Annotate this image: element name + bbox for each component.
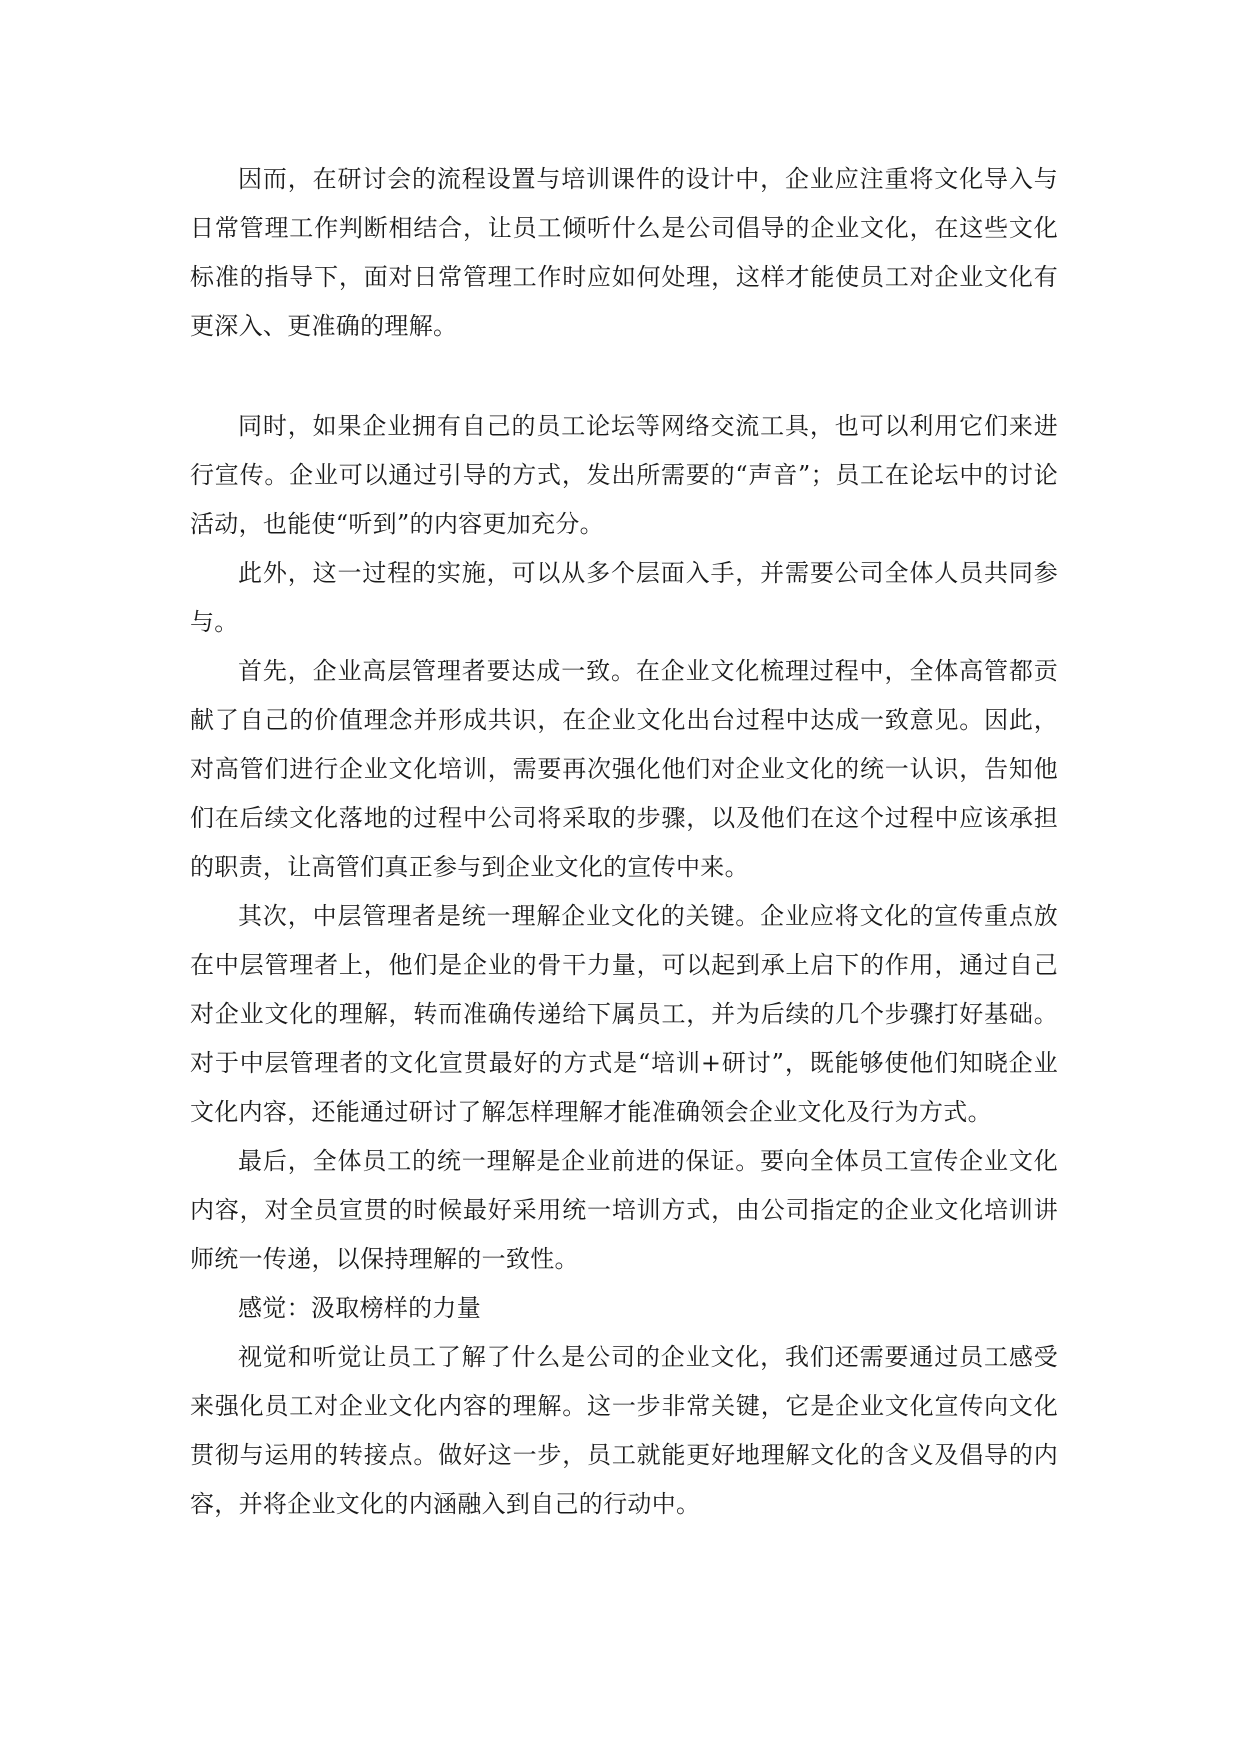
paragraph-all-employees: 最后，全体员工的统一理解是企业前进的保证。要向全体员工宣传企业文化内容，对全员宣贯的时候最好采用统一培训方式，由公司指定的企业文化培训讲师统一传递，以保持理解的一致性。 bbox=[190, 1147, 1058, 1273]
document-body bbox=[190, 155, 1058, 1529]
paragraph-spacer bbox=[190, 351, 1058, 402]
paragraph-senior-management: 首先，企业高层管理者要达成一致。在企业文化梳理过程中，全体高管都贡献了自己的价值理念并形成共识，在企业文化出台过程中达成一致意见。因此，对高管们进行企业文化培训，需要再次强化他们对企业文化的统一认识，告知他们在后续文化落地的过程中公司将采取的步骤，以及他们在这个过程中应该承担的职责，让高管们真正参与到企业文化的宣传中来。 bbox=[190, 657, 1058, 881]
paragraph-cultural-seminar: 因而，在研讨会的流程设置与培训课件的设计中，企业应注重将文化导入与日常管理工作判断相结合，让员工倾听什么是公司倡导的企业文化，在这些文化标准的指导下，面对日常管理工作时应如何处理，这样才能使员工对企业文化有更深入、更准确的理解。 bbox=[190, 165, 1058, 340]
paragraph-employee-forum: 同时，如果企业拥有自己的员工论坛等网络交流工具，也可以利用它们来进行宣传。企业可以通过引导的方式，发出所需要的“声音”；员工在论坛中的讨论活动，也能使“听到”的内容更加充分。 bbox=[190, 412, 1058, 538]
paragraph-middle-management: 其次，中层管理者是统一理解企业文化的关键。企业应将文化的宣传重点放在中层管理者上，他们是企业的骨干力量，可以起到承上启下的作用，通过自己对企业文化的理解，转而准确传递给下属员工，并为后续的几个步骤打好基础。对于中层管理者的文化宣贯最好的方式是“培训+研讨”，既能够使他们知晓企业文化内容，还能通过研讨了解怎样理解才能准确领会企业文化及行为方式。 bbox=[190, 902, 1058, 1126]
section-heading-feeling: 感觉：汲取榜样的力量 bbox=[238, 1294, 481, 1322]
paragraph-feeling-role-models: 视觉和听觉让员工了解了什么是公司的企业文化，我们还需要通过员工感受来强化员工对企业文化内容的理解。这一步非常关键，它是企业文化宣传向文化贯彻与运用的转接点。做好这一步，员工就能更好地理解文化的含义及倡导的内容，并将企业文化的内涵融入到自己的行动中。 bbox=[190, 1343, 1058, 1518]
paragraph-implementation-levels: 此外，这一过程的实施，可以从多个层面入手，并需要公司全体人员共同参与。 bbox=[190, 559, 1058, 636]
